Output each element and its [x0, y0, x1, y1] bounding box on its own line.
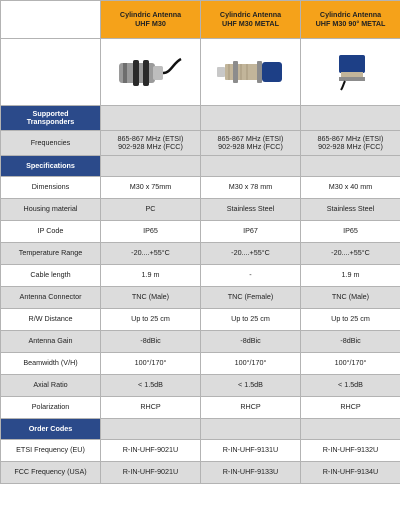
- spec-value: PC: [101, 199, 201, 221]
- spec-value: TNC (Male): [301, 287, 400, 309]
- spec-row: [1, 221, 400, 243]
- spec-value: Stainless Steel: [301, 199, 400, 221]
- order-code-value: R-IN-UHF-9021U: [101, 440, 201, 462]
- order-code-value: R-IN-UHF-9132U: [301, 440, 400, 462]
- cylindric-antenna-uhf-m30-90-metal-icon: [309, 51, 393, 91]
- spec-value: < 1.5dB: [101, 375, 201, 397]
- product-header-3: Cylindric Antenna UHF M30 90° METAL: [301, 1, 400, 39]
- spec-value: < 1.5dB: [301, 375, 400, 397]
- spec-value: M30 x 78 mm: [201, 177, 301, 199]
- spec-label: Antenna Gain: [1, 331, 101, 353]
- order-codes-section-row: [1, 419, 400, 440]
- spec-value: -20....+55°C: [301, 243, 400, 265]
- order-code-value: R-IN-UHF-9131U: [201, 440, 301, 462]
- spec-value: RHCP: [101, 397, 201, 419]
- spec-value: Up to 25 cm: [301, 309, 400, 331]
- frequencies-label: Frequencies: [1, 131, 101, 156]
- spec-value: M30 x 75mm: [101, 177, 201, 199]
- specifications-rows: [1, 177, 400, 419]
- product-header-1: Cylindric Antenna UHF M30: [101, 1, 201, 39]
- corner-cell: [1, 1, 101, 39]
- spec-row: [1, 199, 400, 221]
- spec-row: [1, 331, 400, 353]
- frequencies-row: [1, 131, 400, 156]
- frequencies-value: 865-867 MHz (ETSI) 902-928 MHz (FCC): [101, 131, 201, 156]
- spec-label: Polarization: [1, 397, 101, 419]
- spec-value: IP67: [201, 221, 301, 243]
- spec-label: Housing material: [1, 199, 101, 221]
- spec-row: [1, 243, 400, 265]
- spec-value: TNC (Male): [101, 287, 201, 309]
- order-codes-heading: Order Codes: [1, 419, 101, 440]
- product-header-row: [1, 1, 400, 39]
- spec-row: [1, 177, 400, 199]
- spec-value: -8dBic: [201, 331, 301, 353]
- spec-label: Antenna Connector: [1, 287, 101, 309]
- spec-label: Beamwidth (V/H): [1, 353, 101, 375]
- supported-transponders-section-row: [1, 106, 400, 131]
- spec-value: -8dBic: [301, 331, 400, 353]
- spec-value: -8dBic: [101, 331, 201, 353]
- spec-value: Up to 25 cm: [101, 309, 201, 331]
- order-code-rows: [1, 440, 400, 484]
- spec-label: Temperature Range: [1, 243, 101, 265]
- spec-value: Stainless Steel: [201, 199, 301, 221]
- order-code-row: [1, 462, 400, 484]
- spec-label: Cable length: [1, 265, 101, 287]
- specifications-section-row: [1, 156, 400, 177]
- order-code-label: ETSI Frequency (EU): [1, 440, 101, 462]
- spec-label: R/W Distance: [1, 309, 101, 331]
- spec-value: RHCP: [201, 397, 301, 419]
- cylindric-antenna-uhf-m30-icon: [109, 51, 193, 91]
- frequencies-value: 865-867 MHz (ETSI) 902-928 MHz (FCC): [301, 131, 400, 156]
- spec-value: < 1.5dB: [201, 375, 301, 397]
- spec-row: [1, 309, 400, 331]
- order-code-label: FCC Frequency (USA): [1, 462, 101, 484]
- spec-row: [1, 397, 400, 419]
- spec-row: [1, 265, 400, 287]
- spec-row: [1, 287, 400, 309]
- spec-label: IP Code: [1, 221, 101, 243]
- supported-transponders-heading: Supported Transponders: [1, 106, 101, 131]
- order-code-value: R-IN-UHF-9134U: [301, 462, 400, 484]
- order-code-row: [1, 440, 400, 462]
- spec-value: M30 x 40 mm: [301, 177, 400, 199]
- spec-row: [1, 375, 400, 397]
- spec-value: 100°/170°: [201, 353, 301, 375]
- spec-label: Dimensions: [1, 177, 101, 199]
- product-image-row: [1, 39, 400, 106]
- spec-label: Axial Ratio: [1, 375, 101, 397]
- order-code-value: R-IN-UHF-9133U: [201, 462, 301, 484]
- cylindric-antenna-uhf-m30-metal-icon: [209, 51, 293, 91]
- spec-value: 100°/170°: [101, 353, 201, 375]
- spec-value: TNC (Female): [201, 287, 301, 309]
- spec-value: IP65: [301, 221, 400, 243]
- spec-value: -: [201, 265, 301, 287]
- product-header-2: Cylindric Antenna UHF M30 METAL: [201, 1, 301, 39]
- specifications-heading: Specifications: [1, 156, 101, 177]
- spec-value: 100°/170°: [301, 353, 400, 375]
- spec-value: RHCP: [301, 397, 400, 419]
- spec-value: -20....+55°C: [101, 243, 201, 265]
- spec-value: IP65: [101, 221, 201, 243]
- spec-value: 1.9 m: [301, 265, 400, 287]
- spec-row: [1, 353, 400, 375]
- spec-value: -20....+55°C: [201, 243, 301, 265]
- spec-value: 1.9 m: [101, 265, 201, 287]
- spec-value: Up to 25 cm: [201, 309, 301, 331]
- order-code-value: R-IN-UHF-9021U: [101, 462, 201, 484]
- frequencies-value: 865-867 MHz (ETSI) 902-928 MHz (FCC): [201, 131, 301, 156]
